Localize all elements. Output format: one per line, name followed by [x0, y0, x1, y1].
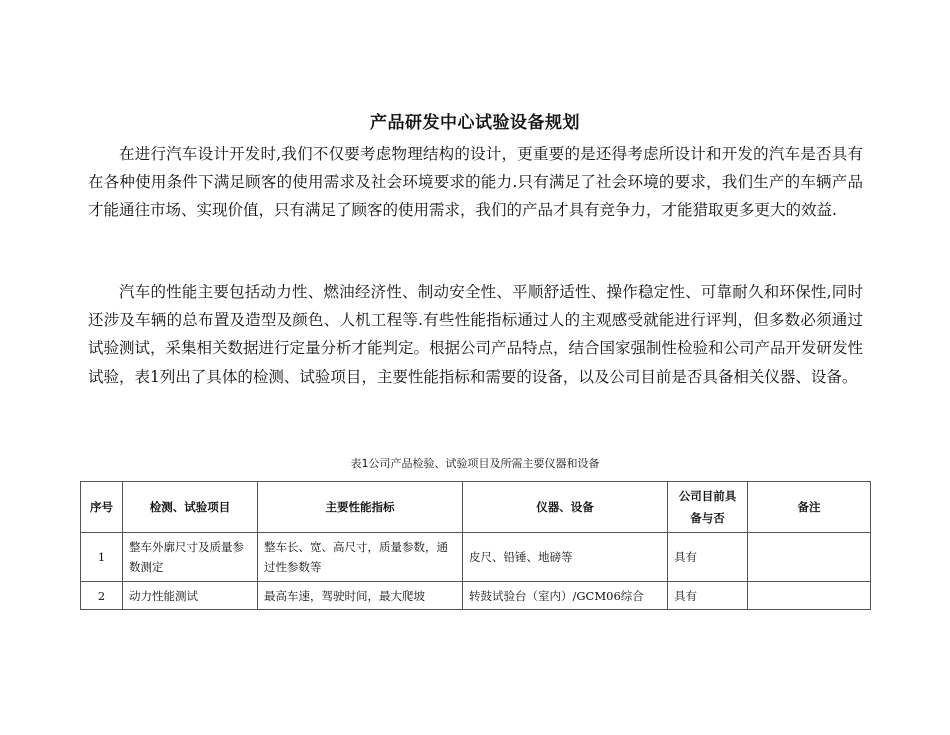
cell-availability: 具有	[668, 582, 748, 610]
cell-test-item: 动力性能测试	[123, 582, 258, 610]
paragraph-performance: 汽车的性能主要包括动力性、燃油经济性、制动安全性、平顺舒适性、操作稳定性、可靠耐久和环保性,同时还涉及车辆的总布置及造型及颜色、人机工程等.有些性能指标通过人的主观感受就能进行评判，但多数必须通过试验测试，采集相关数据进行定量分析才能判定。根据公司产品特点，结合国家强制性检验和公司产品开发研发性试验，表1列出了具体的检测、试验项目，主要性能指标和需要的设备，以及公司目前是否具备相关仪器、设备。	[88, 283, 864, 386]
header-equipment: 仪器、设备	[463, 482, 668, 533]
paragraph-intro: 在进行汽车设计开发时,我们不仅要考虑物理结构的设计，更重要的是还得考虑所设计和开发的汽车是否具有在各种使用条件下满足顾客的使用需求及社会环境要求的能力.只有满足了社会环境的要求，我们生产的车辆产品才能通往市场、实现价值，只有满足了顾客的使用需求，我们的产品才具有竞争力，才能猎取更多更大的效益.	[88, 145, 863, 220]
cell-remarks	[748, 582, 871, 610]
table-caption: 表1公司产品检验、试验项目及所需主要仪器和设备	[350, 457, 600, 470]
header-index: 序号	[81, 482, 123, 533]
cell-availability: 具有	[668, 533, 748, 582]
header-test-item: 检测、试验项目	[123, 482, 258, 533]
document-title: 产品研发中心试验设备规划	[370, 113, 580, 133]
table-header-row	[81, 482, 871, 533]
header-indicators: 主要性能指标	[258, 482, 463, 533]
cell-index: 2	[81, 582, 123, 610]
equipment-table	[80, 481, 871, 610]
cell-indicators: 整车长、宽、高尺寸，质量参数，通过性参数等	[258, 533, 463, 582]
cell-equipment: 皮尺、铅锤、地磅等	[463, 533, 668, 582]
cell-index: 1	[81, 533, 123, 582]
table-row	[81, 533, 871, 582]
cell-test-item: 整车外廓尺寸及质量参数测定	[123, 533, 258, 582]
header-remarks: 备注	[748, 482, 871, 533]
table-row	[81, 582, 871, 610]
cell-indicators: 最高车速，驾驶时间，最大爬坡	[258, 582, 463, 610]
header-availability: 公司目前具备与否	[668, 482, 748, 533]
cell-equipment: 转鼓试验台（室内）/GCM06综合	[463, 582, 668, 610]
cell-remarks	[748, 533, 871, 582]
